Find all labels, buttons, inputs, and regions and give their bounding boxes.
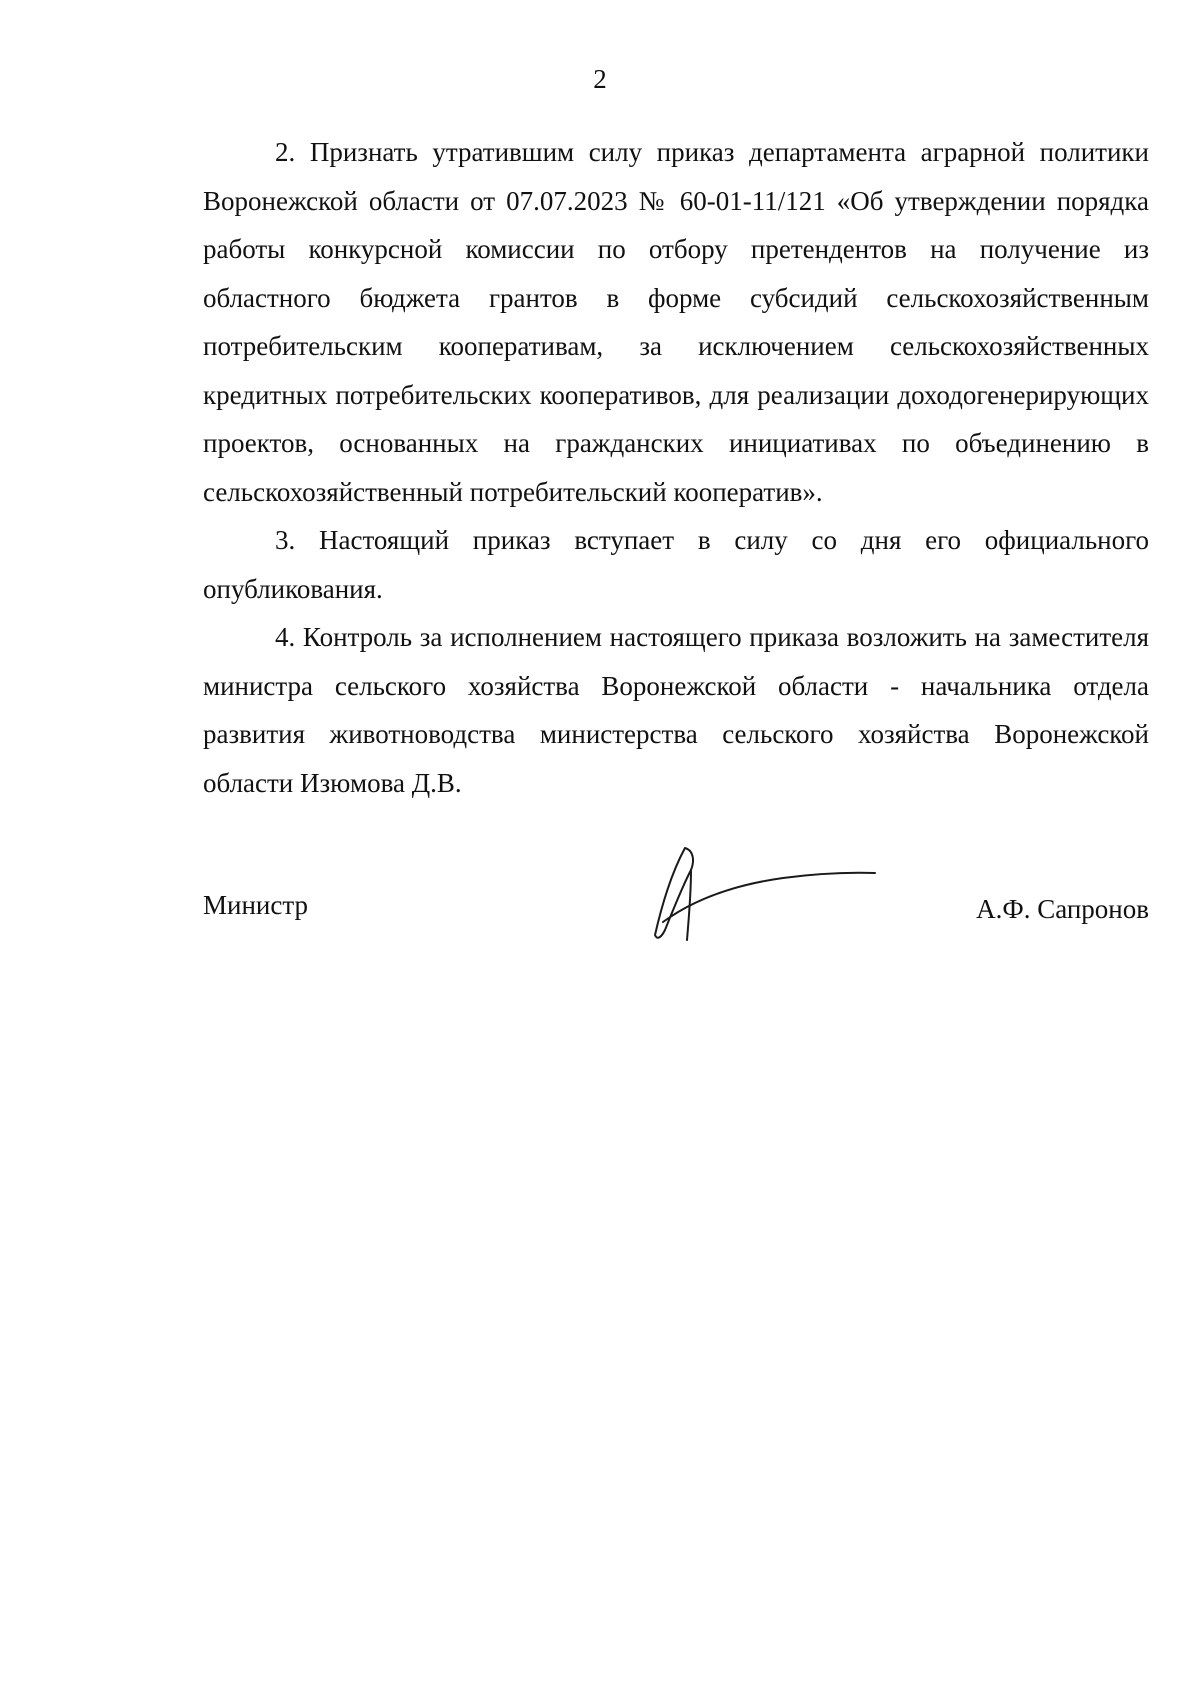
handwritten-signature bbox=[643, 840, 883, 950]
document-body bbox=[203, 128, 1149, 807]
signer-title: Министр bbox=[203, 890, 308, 920]
paragraph-4: 4. Контроль за исполнением настоящего приказа возложить на заместителя министра сельского хозяйства Воронежской области - начальника отдела развития животноводства министерства сельского хозяйства Воронежской области Изюмова Д.В. bbox=[203, 622, 1149, 798]
paragraph-3: 3. Настоящий приказ вступает в силу со дня его официального опубликования. bbox=[203, 525, 1149, 604]
signer-name: А.Ф. Сапронов bbox=[976, 894, 1149, 924]
signature-block bbox=[203, 840, 1149, 960]
paragraph-2: 2. Признать утратившим силу приказ департамента аграрной политики Воронежской области от 07.07.2023 № 60-01-11/121 «Об утверждении порядка работы конкурсной комиссии по отбору претендентов на получение из областного бюджета грантов в форме субсидий сельскохозяйственным потребительским кооперативам, за исключением сельскохозяйственных кредитных потребительских кооперативов, для реализации доходогенерирующих проектов, основанных на гражданских инициативах по объединению в сельскохозяйственный потребительский кооператив». bbox=[203, 137, 1149, 507]
page-number: 2 bbox=[593, 64, 607, 94]
